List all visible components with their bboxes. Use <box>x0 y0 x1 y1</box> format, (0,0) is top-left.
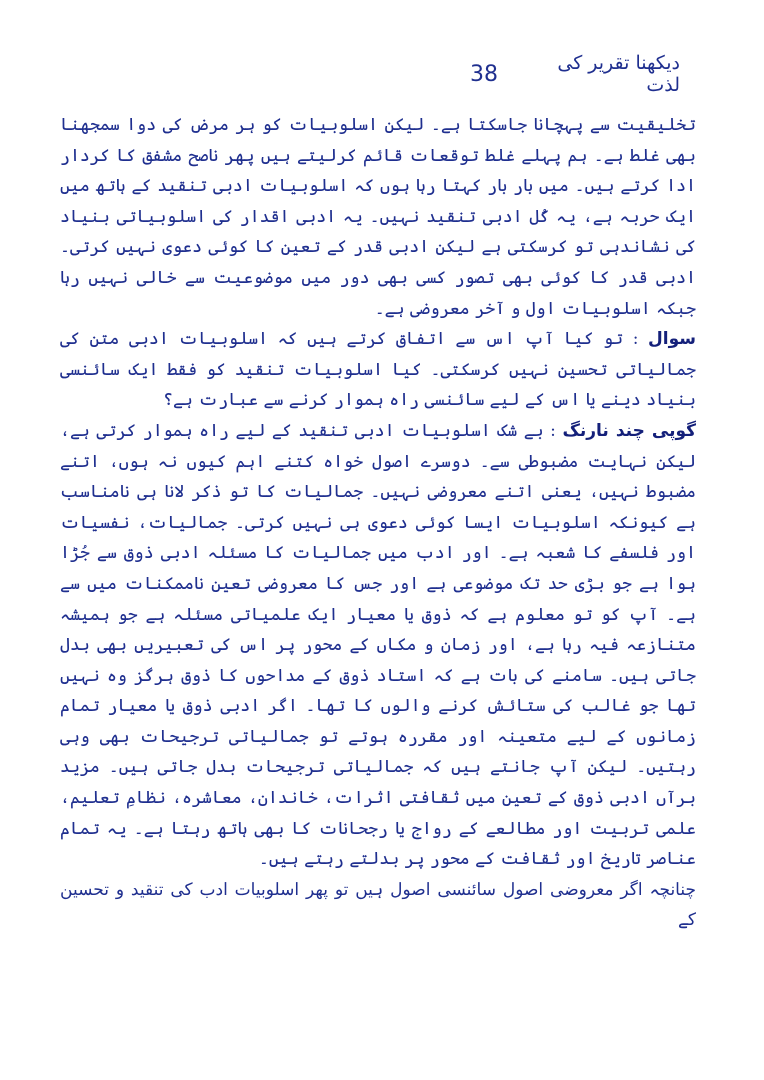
page-body <box>60 110 696 936</box>
question-speaker: سوال <box>648 329 696 350</box>
answer-text: : بے شک اسلوبیات ادبی تنقید کے لیے راہ ہموار کرتی ہے، لیکن نہایت مضبوطی سے۔ دوسرے اصول خواہ کتنے اہم کیوں نہ ہوں، اتنے مضبوط نہیں، یعنی اتنے معروضی نہیں۔ جمالیات کا تو ذکر لانا ہی نامناسب ہے کیونکہ اسلوبیات ایسا کوئی دعوی ہی نہیں کرتی۔ جمالیات، نفسیات اور فلسفے کا شعبہ ہے۔ اور ادب میں جمالیات کا مسئلہ ادبی ذوق سے جُڑا ہوا ہے جو بڑی حد تک موضوعی ہے اور جس کا معروضی تعین ناممکنات میں سے ہے۔ آپ کو تو معلوم ہے کہ ذوق یا معیار ایک علمیاتی مسئلہ ہے جو ہمیشہ متنازعہ فیہ رہا ہے، اور زمان و مکاں کے محور پر اس کی تعبیریں بھی بدل جاتی ہیں۔ سامنے کی بات ہے کہ استاد ذوق کے مداحوں کا ذوق ہرگز وہ نہیں تھا جو غالب کی ستائش کرنے والوں کا تھا۔ اگر ادبی ذوق یا معیار تمام زمانوں کے لیے متعینہ اور مقررہ ہوتے تو جمالیاتی ترجیحات بھی وہی رہتیں۔ لیکن آپ جانتے ہیں کہ جمالیاتی ترجیحات بدل جاتی ہیں۔ مزید برآں ادبی ذوق کے تعین میں ثقافتی اثرات، خاندان، معاشرہ، نظامِ تعلیم، علمی تربیت اور مطالعے کے رواج یا رجحانات کا بھی ہاتھ رہتا ہے۔ یہ تمام عناصر تاریخ اور ثقافت کے محور پر بدلتے رہتے ہیں۔ <box>60 420 696 870</box>
answer-speaker: گوپی چند نارنگ <box>562 420 697 441</box>
paragraph-intro: تخلیقیت سے پہچانا جاسکتا ہے۔ لیکن اسلوبیات کو ہر مرض کی دوا سمجھنا بھی غلط ہے۔ ہم پہلے غلط توقعات قائم کرلیتے ہیں پھر ناصح مشفق کا کردار ادا کرتے ہیں۔ میں بار بار کہتا رہا ہوں کہ اسلوبیات ادبی تنقید کے ہاتھ میں ایک حربہ ہے، یہ کُل ادبی تنقید نہیں۔ یہ ادبی اقدار کی اسلوبیاتی بنیاد کی نشاندہی تو کرسکتی ہے لیکن ادبی قدر کے تعین کا کوئی دعوی نہیں کرتی۔ ادبی قدر کا کوئی بھی تصور کسی بھی دور میں موضوعیت سے خالی نہیں رہا جبکہ اسلوبیات اول و آخر معروضی ہے۔ <box>60 115 696 319</box>
page-number: 38 <box>470 61 498 87</box>
paragraph-question <box>60 324 696 416</box>
paragraph-continuation: چنانچہ اگر معروضی اصول سائنسی اصول ہیں تو پھر اسلوبیات ادب کی تنقید و تحسین کے <box>60 879 696 931</box>
running-title: دیکھنا تقریر کی لذت <box>557 52 680 96</box>
paragraph-answer <box>60 416 696 875</box>
question-text: : تو کیا آپ اس سے اتفاق کرتے ہیں کہ اسلوبیات ادبی متن کی جمالیاتی تحسین نہیں کرسکتی۔ کیا اسلوبیات تنقید کو فقط ایک سائنسی بنیاد دینے یا اس کے لیے سائنسی راہ ہموار کرنے سے عبارت ہے؟ <box>60 329 696 411</box>
page-header <box>470 54 680 94</box>
